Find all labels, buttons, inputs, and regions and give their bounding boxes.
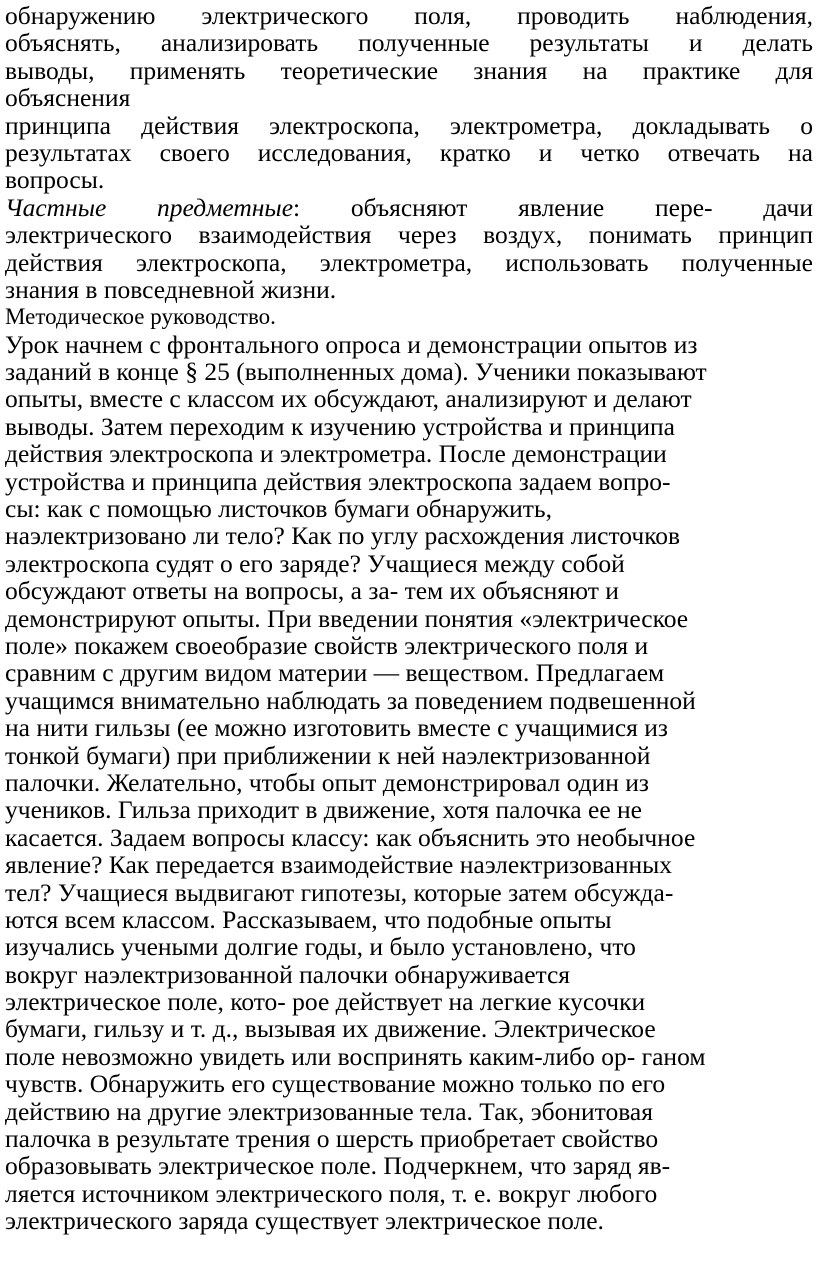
subject-results-text: : объясняют явление пере- дачи xyxy=(293,192,813,222)
text-line: демонстрируют опыты. При введении понятия «электрическое xyxy=(5,603,689,633)
text-line: обнаружению электрического поля, проводить наблюдения, xyxy=(5,1,813,30)
text-line: вопросы. xyxy=(5,165,105,195)
text-line: Урок начнем с фронтального опроса и демонстрации опытов из xyxy=(5,329,698,359)
text-line: чувств. Обнаружить его существование можно только по его xyxy=(5,1069,666,1099)
document-page xyxy=(5,2,813,1235)
text-line: поле» покажем своеобразие свойств электрического поля и xyxy=(5,630,649,660)
text-line: объяснения xyxy=(5,83,131,113)
text-line: заданий в конце § 25 (выполненных дома). Ученики показывают xyxy=(5,357,707,387)
text-line: вокруг наэлектризованной палочки обнаруживается xyxy=(5,959,571,989)
text-line: действия электроскопа, электрометра, использовать полученные xyxy=(5,247,813,277)
text-line: знания в повседневной жизни. xyxy=(5,274,337,304)
subject-results-label: Частные предметные xyxy=(5,192,294,222)
text-line: электрическое поле, кото- рое действует на легкие кусочки xyxy=(5,987,646,1017)
text-line: поле невозможно увидеть или воспринять каким-либо ор- ганом xyxy=(5,1041,706,1071)
text-line: ляется источником электрического поля, т. е. вокруг любого xyxy=(5,1178,658,1208)
text-line-with-label xyxy=(5,194,813,221)
text-line: ются всем классом. Рассказываем, что подобные опыты xyxy=(5,904,612,934)
text-line: электрического заряда существует электрическое поле. xyxy=(5,1206,604,1236)
text-line: бумаги, гильзу и т. д., вызывая их движение. Электрическое xyxy=(5,1014,656,1044)
paragraph-subject-results xyxy=(5,194,813,304)
text-line: действия электроскопа и электрометра. После демонстрации xyxy=(5,439,667,469)
text-line: наэлектризовано ли тело? Как по углу расхождения листочков xyxy=(5,521,681,551)
text-line: устройства и принципа действия электроскопа задаем вопро- xyxy=(5,466,671,496)
text-line: тонкой бумаги) при приближении к ней наэлектризованной xyxy=(5,740,651,770)
text-line: объяснять, анализировать полученные результаты и делать xyxy=(5,28,813,58)
text-line: электроскопа судят о его заряде? Учащиеся между собой xyxy=(5,548,625,578)
paragraph-principle xyxy=(5,112,813,194)
text-line: явление? Как передается взаимодействие наэлектризованных xyxy=(5,850,672,880)
text-line: тел? Учащиеся выдвигают гипотезы, которые затем обсужда- xyxy=(5,877,674,907)
text-line: электрического взаимодействия через воздух, понимать принцип xyxy=(5,220,813,250)
text-line: изучались учеными долгие годы, и было установлено, что xyxy=(5,932,636,962)
text-line: учащимся внимательно наблюдать за поведением подвешенной xyxy=(5,685,696,715)
text-line: касается. Задаем вопросы классу: как объяснить это необычное xyxy=(5,822,696,852)
text-line: выводы, применять теоретические знания на практике для xyxy=(5,55,813,85)
text-line: палочки. Желательно, чтобы опыт демонстрировал один из xyxy=(5,767,649,797)
text-line: принципа действия электроскопа, электрометра, докладывать о xyxy=(5,110,813,140)
text-line: учеников. Гильза приходит в движение, хотя палочка ее не xyxy=(5,795,642,825)
text-line: обсуждают ответы на вопросы, а за- тем их объясняют и xyxy=(5,576,619,606)
text-line: действию на другие электризованные тела. Так, эбонитовая xyxy=(5,1096,653,1126)
text-line: результатах своего исследования, кратко и четко отвечать на xyxy=(5,137,813,167)
section-heading: Методическое руководство. xyxy=(5,304,276,330)
text-line: выводы. Затем переходим к изучению устройства и принципа xyxy=(5,411,675,441)
text-line: сравним с другим видом материи — веществом. Предлагаем xyxy=(5,658,665,688)
paragraph-lesson-guide xyxy=(5,331,813,1235)
paragraph-skills xyxy=(5,2,813,112)
text-line: палочка в результате трения о шерсть приобретает свойство xyxy=(5,1124,659,1154)
text-line: образовывать электрическое поле. Подчеркнем, что заряд яв- xyxy=(5,1151,671,1181)
text-line: опыты, вместе с классом их обсуждают, анализируют и делают xyxy=(5,384,692,414)
text-line: сы: как с помощью листочков бумаги обнаружить, xyxy=(5,494,552,524)
text-line: на нити гильзы (ее можно изготовить вместе с учащимися из xyxy=(5,713,668,743)
